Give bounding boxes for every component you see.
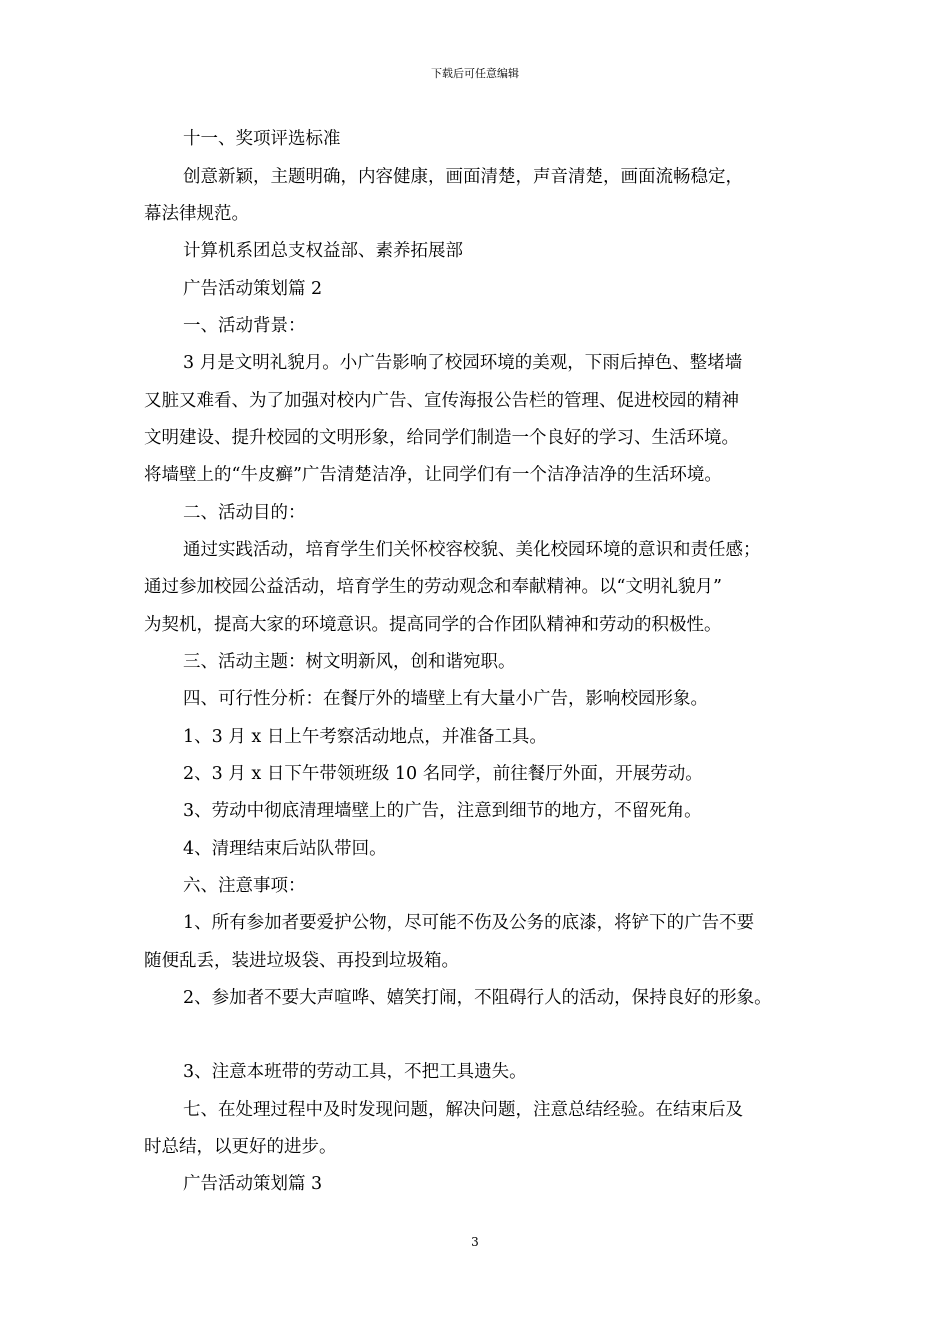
section-title-plan-2: 广告活动策划篇 2	[183, 279, 323, 299]
paragraph-line: 时总结，以更好的进步。	[144, 1137, 337, 1157]
section-heading-seven: 七、在处理过程中及时发现问题，解决问题，注意总结经验。在结束后及	[183, 1100, 743, 1120]
section-heading-theme: 三、活动主题：树文明新风，创和谐宛职。	[183, 652, 516, 672]
section-heading-notes: 六、注意事项：	[183, 876, 306, 896]
paragraph-line: 创意新颖，主题明确，内容健康，画面清楚，声音清楚，画面流畅稳定，	[183, 167, 743, 187]
paragraph-line: 文明建设、提升校园的文明形象，给同学们制造一个良好的学习、生活环境。	[144, 428, 739, 448]
paragraph-line: 为契机，提高大家的环境意识。提高同学的合作团队精神和劳动的积极性。	[144, 615, 722, 635]
page-number: 3	[471, 1235, 479, 1249]
section-heading-purpose: 二、活动目的：	[183, 503, 306, 523]
section-heading-award-criteria: 十一、奖项评选标准	[183, 129, 341, 149]
list-item: 1、3 月 x 日上午考察活动地点，并准备工具。	[183, 727, 547, 747]
paragraph-line: 又脏又难看、为了加强对校内广告、宣传海报公告栏的管理、促进校园的精神	[144, 391, 739, 411]
list-item: 1、所有参加者要爱护公物，尽可能不伤及公务的底漆，将铲下的广告不要	[183, 913, 755, 933]
list-item: 2、3 月 x 日下午带领班级 10 名同学，前往餐厅外面，开展劳动。	[183, 764, 703, 784]
paragraph-line: 通过实践活动，培育学生们关怀校容校貌、美化校园环境的意识和责任感；	[183, 540, 761, 560]
section-heading-feasibility: 四、可行性分析：在餐厅外的墙壁上有大量小广告，影响校园形象。	[183, 689, 708, 709]
list-item: 2、参加者不要大声喧哗、嬉笑打闹，不阻碍行人的活动，保持良好的形象。	[183, 988, 772, 1008]
section-heading-background: 一、活动背景：	[183, 316, 306, 336]
paragraph-line: 3 月是文明礼貌月。小广告影响了校园环境的美观，下雨后掉色、整堵墙	[183, 353, 743, 373]
list-item-continuation: 随便乱丢，装进垃圾袋、再投到垃圾箱。	[144, 951, 459, 971]
list-item: 4、清理结束后站队带回。	[183, 839, 387, 859]
organizer-line: 计算机系团总支权益部、素养拓展部	[183, 241, 463, 261]
paragraph-line: 通过参加校园公益活动，培育学生的劳动观念和奉献精神。以“文明礼貌月”	[144, 577, 722, 597]
section-title-plan-3: 广告活动策划篇 3	[183, 1174, 323, 1194]
paragraph-line: 幕法律规范。	[144, 204, 249, 224]
list-item: 3、劳动中彻底清理墙壁上的广告，注意到细节的地方，不留死角。	[183, 801, 702, 821]
page-header: 下载后可任意编辑	[431, 67, 519, 80]
list-item: 3、注意本班带的劳动工具，不把工具遗失。	[183, 1062, 527, 1082]
paragraph-line: 将墙壁上的“牛皮癣”广告清楚洁净，让同学们有一个洁净洁净的生活环境。	[144, 465, 722, 485]
